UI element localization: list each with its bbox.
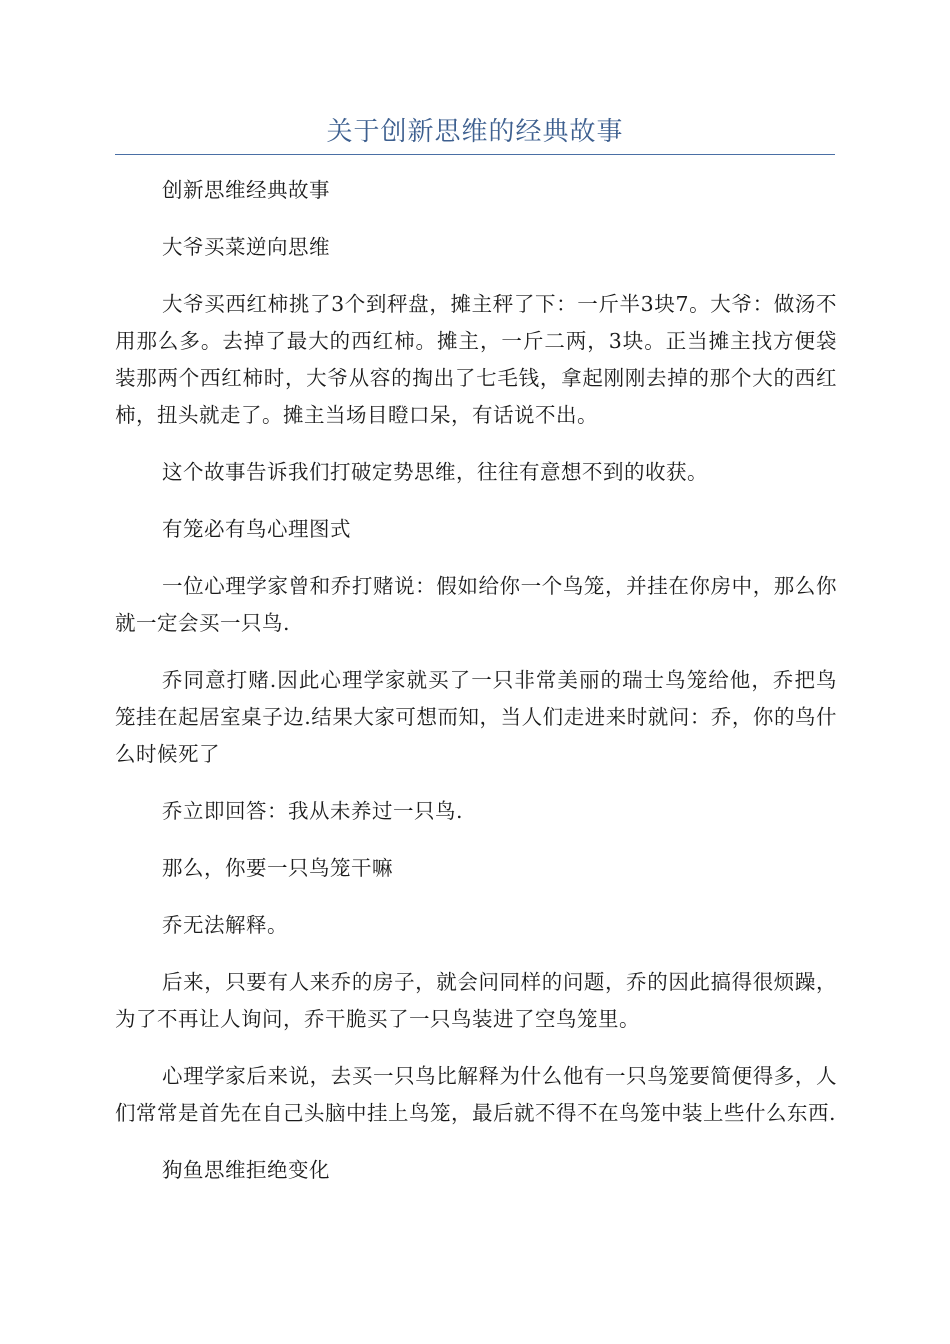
paragraph: 后来，只要有人来乔的房子，就会问同样的问题，乔的因此搞得很烦躁，为了不再让人询问，乔干脆买了一只鸟装进了空鸟笼里。 [115, 970, 837, 1031]
paragraph: 大爷买西红柿挑了3个到秤盘，摊主秤了下：一斤半3块7。大爷：做汤不用那么多。去掉了最大的西红柿。摊主，一斤二两，3块。正当摊主找方便袋装那两个西红柿时，大爷从容的掏出了七毛钱，拿起刚刚去掉的那个大的西红柿，扭头就走了。摊主当场目瞪口呆，有话说不出。 [115, 292, 837, 427]
paragraph: 乔无法解释。 [162, 913, 288, 937]
section-heading: 创新思维经典故事 [162, 178, 330, 202]
paragraph: 乔同意打赌.因此心理学家就买了一只非常美丽的瑞士鸟笼给他，乔把鸟笼挂在起居室桌子边.结果大家可想而知，当人们走进来时就问：乔，你的鸟什么时候死了 [115, 668, 837, 766]
story-heading: 狗鱼思维拒绝变化 [162, 1158, 330, 1182]
story-heading: 有笼必有鸟心理图式 [162, 517, 351, 541]
paragraph: 一位心理学家曾和乔打赌说：假如给你一个鸟笼，并挂在你房中，那么你就一定会买一只鸟. [115, 574, 837, 635]
paragraph: 那么，你要一只鸟笼干嘛 [162, 856, 393, 880]
document-body [115, 172, 837, 1209]
paragraph: 心理学家后来说，去买一只鸟比解释为什么他有一只鸟笼要简便得多，人们常常是首先在自己头脑中挂上鸟笼，最后就不得不在鸟笼中装上些什么东西. [115, 1064, 837, 1125]
document-title: 关于创新思维的经典故事 [326, 117, 624, 147]
paragraph: 乔立即回答：我从未养过一只鸟. [162, 799, 464, 823]
paragraph: 这个故事告诉我们打破定势思维，往往有意想不到的收获。 [162, 460, 708, 484]
title-block [115, 112, 835, 155]
story-heading: 大爷买菜逆向思维 [162, 235, 330, 259]
title-underline [115, 154, 835, 155]
